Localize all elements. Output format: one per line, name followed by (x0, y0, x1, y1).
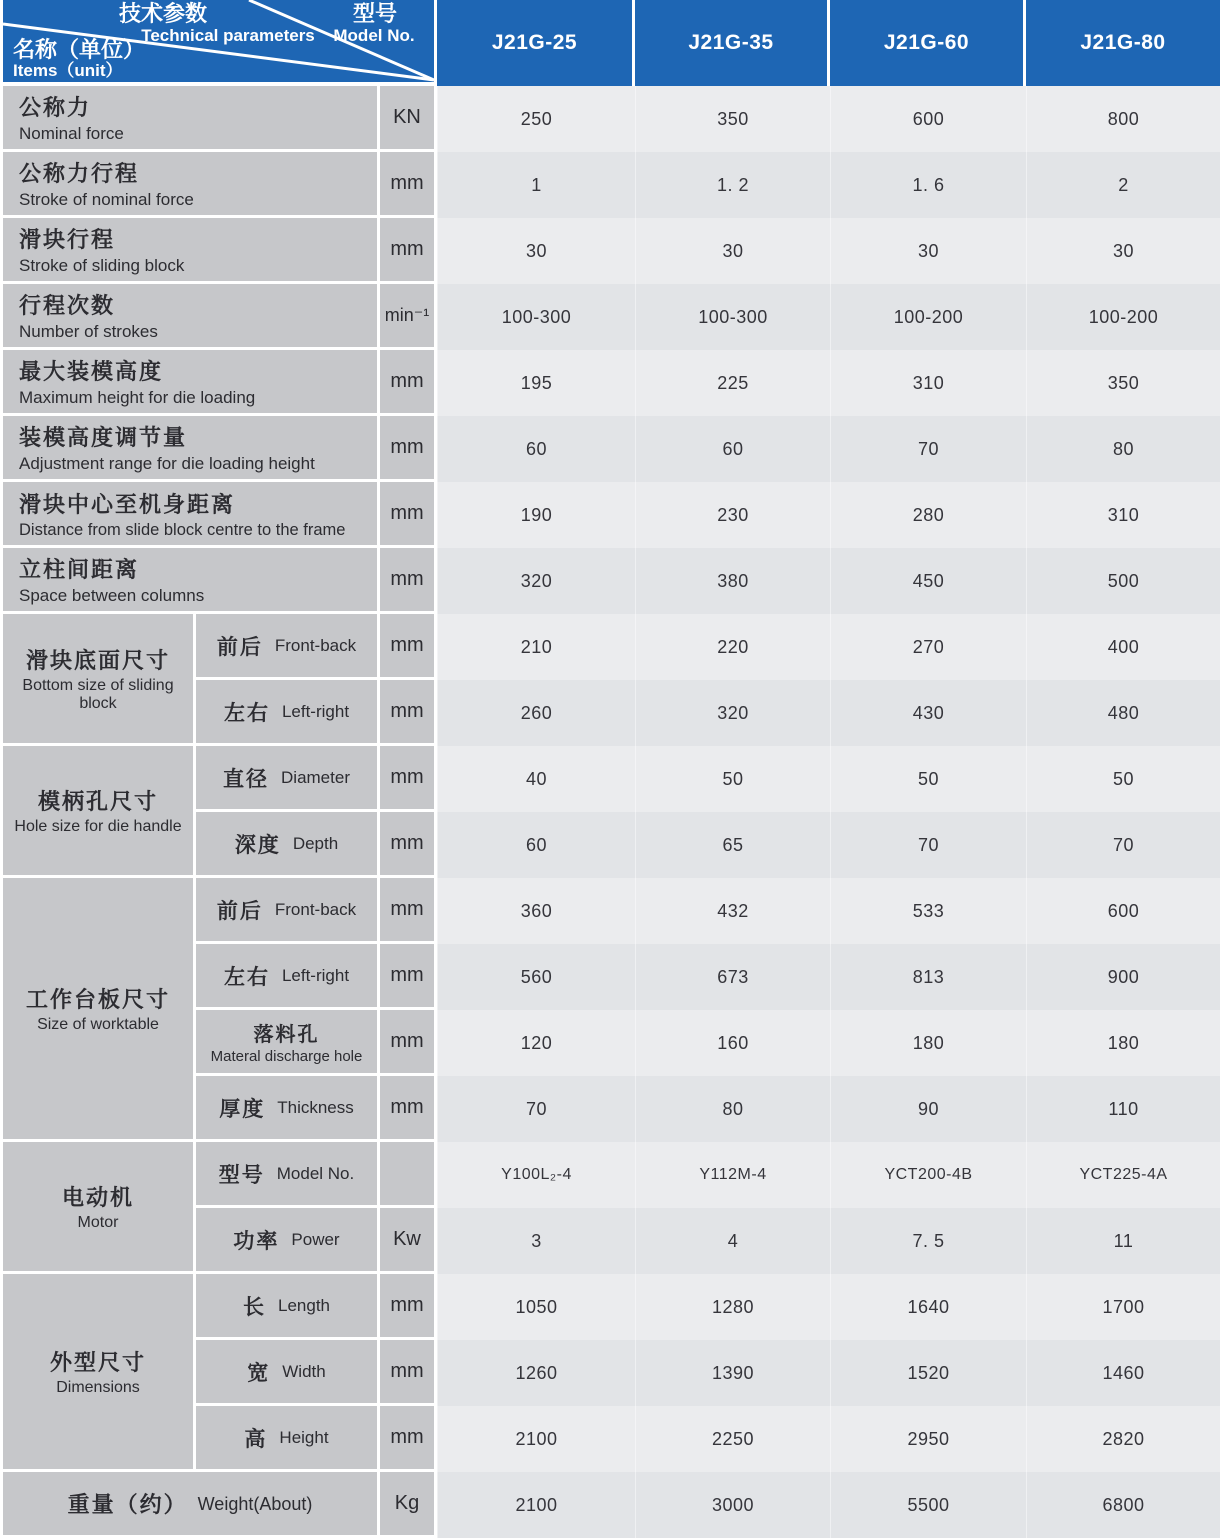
unit-cell: mm (380, 1406, 437, 1472)
value-cell: 160 (635, 1010, 830, 1076)
sub-row-label (196, 944, 380, 1010)
value-cell: 673 (635, 944, 830, 1010)
sub-row-label (196, 1076, 380, 1142)
unit-cell: mm (380, 1274, 437, 1340)
value-cell: 50 (1026, 746, 1220, 812)
row-label (3, 152, 380, 218)
column-header-model: J21G-80 (1026, 0, 1220, 86)
sub-row-label-en: Length (278, 1295, 330, 1315)
group-label-zh: 电动机 (61, 1184, 134, 1210)
row-label (3, 284, 380, 350)
sub-row-label (196, 614, 380, 680)
value-cell: YCT225-4A (1026, 1142, 1220, 1208)
sub-row-label (196, 746, 380, 812)
row-label-en: Nominal force (19, 124, 124, 143)
value-cell: 1260 (437, 1340, 635, 1406)
unit-cell: mm (380, 1340, 437, 1406)
value-cell: 30 (830, 218, 1026, 284)
value-cell: 1280 (635, 1274, 830, 1340)
group-label-zh: 工作台板尺寸 (25, 986, 170, 1012)
unit-cell: Kw (380, 1208, 437, 1274)
sub-row-label-zh: 长 (243, 1295, 266, 1319)
sub-row-label-en: Front-back (274, 635, 357, 655)
sub-row-label-zh: 前后 (216, 635, 263, 659)
row-label (3, 86, 380, 152)
unit-cell: mm (380, 548, 437, 614)
value-cell: 180 (1026, 1010, 1220, 1076)
value-cell: 70 (830, 812, 1026, 878)
value-cell: 70 (830, 416, 1026, 482)
unit-cell: mm (380, 878, 437, 944)
row-label-zh: 重量（约） (67, 1492, 188, 1517)
group-label (3, 878, 196, 1142)
group-label-zh: 外型尺寸 (49, 1349, 146, 1375)
unit-cell: mm (380, 350, 437, 416)
value-cell: 90 (830, 1076, 1026, 1142)
unit-cell: KN (380, 86, 437, 152)
value-cell: 11 (1026, 1208, 1220, 1274)
value-cell: 60 (635, 416, 830, 482)
sub-row-label-zh: 左右 (223, 701, 270, 725)
value-cell: 1390 (635, 1340, 830, 1406)
sub-row-label-en: Thickness (277, 1097, 354, 1117)
value-cell: Y112M-4 (635, 1142, 830, 1208)
value-cell: 6800 (1026, 1472, 1220, 1538)
row-label-zh: 行程次数 (19, 293, 116, 318)
value-cell: 800 (1026, 86, 1220, 152)
row-label-en: Stroke of nominal force (19, 190, 194, 209)
sub-row-label (196, 1274, 380, 1340)
sub-row-label-en: Depth (292, 833, 339, 853)
value-cell: 1460 (1026, 1340, 1220, 1406)
value-cell: 500 (1026, 548, 1220, 614)
value-cell: 432 (635, 878, 830, 944)
value-cell: 270 (830, 614, 1026, 680)
row-label-en: Number of strokes (19, 322, 158, 341)
unit-cell: mm (380, 680, 437, 746)
unit-cell (380, 1142, 437, 1208)
unit-cell: Kg (380, 1472, 437, 1538)
value-cell: 900 (1026, 944, 1220, 1010)
value-cell: 260 (437, 680, 635, 746)
group-label-en: Motor (77, 1213, 119, 1231)
sub-row-label (196, 680, 380, 746)
unit-cell: mm (380, 482, 437, 548)
row-label-en: Stroke of sliding block (19, 256, 185, 275)
value-cell: 100-300 (437, 284, 635, 350)
group-label-zh: 滑块底面尺寸 (25, 647, 170, 673)
sub-row-label (196, 878, 380, 944)
value-cell: 195 (437, 350, 635, 416)
value-cell: 2950 (830, 1406, 1026, 1472)
value-cell: 7. 5 (830, 1208, 1026, 1274)
value-cell: 350 (1026, 350, 1220, 416)
header-corner-cell (3, 0, 437, 86)
value-cell: 320 (635, 680, 830, 746)
sub-row-label-en: Height (279, 1427, 329, 1447)
header-items-unit-zh: 名称（单位） (13, 37, 146, 62)
row-label-zh: 装模高度调节量 (19, 425, 188, 450)
value-cell: 450 (830, 548, 1026, 614)
sub-row-label (196, 1208, 380, 1274)
value-cell: 1050 (437, 1274, 635, 1340)
value-cell: 3000 (635, 1472, 830, 1538)
unit-cell: mm (380, 812, 437, 878)
sub-row-label-zh: 深度 (234, 833, 281, 857)
value-cell: 380 (635, 548, 830, 614)
value-cell: 30 (635, 218, 830, 284)
value-cell: 220 (635, 614, 830, 680)
unit-cell: mm (380, 1010, 437, 1076)
value-cell: 100-200 (830, 284, 1026, 350)
sub-row-label-zh: 型号 (218, 1163, 265, 1187)
value-cell: 1 (437, 152, 635, 218)
row-label (3, 350, 380, 416)
unit-cell: mm (380, 416, 437, 482)
sub-row-label-en: Left-right (281, 701, 350, 721)
value-cell: 2 (1026, 152, 1220, 218)
value-cell: 1640 (830, 1274, 1026, 1340)
row-label (3, 416, 380, 482)
sub-row-label-en: Power (291, 1229, 340, 1249)
group-label (3, 1142, 196, 1274)
value-cell: 430 (830, 680, 1026, 746)
row-label-en: Weight(About) (197, 1494, 313, 1514)
value-cell: 50 (830, 746, 1026, 812)
value-cell: 5500 (830, 1472, 1026, 1538)
value-cell: 50 (635, 746, 830, 812)
value-cell: 400 (1026, 614, 1220, 680)
value-cell: 100-200 (1026, 284, 1220, 350)
group-label (3, 746, 196, 878)
column-header-model: J21G-60 (830, 0, 1026, 86)
row-label (3, 548, 380, 614)
value-cell: 65 (635, 812, 830, 878)
value-cell: 2100 (437, 1472, 635, 1538)
header-technical-parameters-en: Technical parameters (141, 26, 315, 45)
row-label-en: Space between columns (19, 586, 205, 605)
value-cell: 180 (830, 1010, 1026, 1076)
value-cell: 80 (1026, 416, 1220, 482)
sub-row-label-zh: 直径 (223, 767, 270, 791)
header-model-no-en: Model No. (333, 26, 415, 45)
value-cell: 210 (437, 614, 635, 680)
group-label-en: Hole size for die handle (14, 817, 182, 835)
row-label (3, 218, 380, 284)
sub-row-label (196, 1142, 380, 1208)
value-cell: 2100 (437, 1406, 635, 1472)
group-label (3, 614, 196, 746)
value-cell: 1520 (830, 1340, 1026, 1406)
value-cell: 80 (635, 1076, 830, 1142)
value-cell: 280 (830, 482, 1026, 548)
unit-cell: mm (380, 218, 437, 284)
unit-cell: mm (380, 152, 437, 218)
value-cell: 30 (1026, 218, 1220, 284)
value-cell: 190 (437, 482, 635, 548)
sub-row-label-en: Materal discharge hole (210, 1048, 363, 1065)
column-header-model: J21G-25 (437, 0, 635, 86)
value-cell: 600 (830, 86, 1026, 152)
value-cell: 813 (830, 944, 1026, 1010)
row-label-weight (3, 1472, 380, 1538)
value-cell: 1700 (1026, 1274, 1220, 1340)
sub-row-label-zh: 厚度 (219, 1097, 266, 1121)
value-cell: 120 (437, 1010, 635, 1076)
value-cell: 30 (437, 218, 635, 284)
value-cell: YCT200-4B (830, 1142, 1026, 1208)
group-label-en: Dimensions (56, 1378, 140, 1396)
sub-row-label (196, 1010, 380, 1076)
sub-row-label-zh: 前后 (216, 899, 263, 923)
row-label-zh: 滑块中心至机身距离 (19, 491, 236, 517)
unit-cell: mm (380, 1076, 437, 1142)
sub-row-label-zh: 宽 (247, 1361, 271, 1385)
sub-row-label-zh: 左右 (223, 965, 270, 989)
value-cell: 70 (1026, 812, 1220, 878)
value-cell: 3 (437, 1208, 635, 1274)
value-cell: 480 (1026, 680, 1220, 746)
value-cell: 533 (830, 878, 1026, 944)
row-label (3, 482, 380, 548)
value-cell: 2820 (1026, 1406, 1220, 1472)
row-label-zh: 滑块行程 (19, 227, 116, 252)
value-cell: 310 (830, 350, 1026, 416)
group-label (3, 1274, 196, 1472)
value-cell: 1. 6 (830, 152, 1026, 218)
value-cell: 70 (437, 1076, 635, 1142)
value-cell: 250 (437, 86, 635, 152)
value-cell: 4 (635, 1208, 830, 1274)
sub-row-label-en: Front-back (274, 899, 357, 919)
row-label-en: Adjustment range for die loading height (19, 454, 315, 473)
value-cell: 320 (437, 548, 635, 614)
row-label-zh: 公称力行程 (19, 161, 140, 186)
sub-row-label-en: Diameter (281, 767, 350, 787)
unit-cell: mm (380, 614, 437, 680)
header-items-unit-en: Items（unit） (13, 61, 123, 80)
group-label-en: Bottom size of sliding block (22, 676, 174, 712)
sub-row-label-zh: 高 (244, 1427, 268, 1451)
sub-row-label-en: Width (282, 1361, 326, 1381)
value-cell: 40 (437, 746, 635, 812)
row-label-en: Distance from slide block centre to the frame (19, 520, 346, 539)
value-cell: 310 (1026, 482, 1220, 548)
value-cell: 60 (437, 416, 635, 482)
sub-row-label (196, 1406, 380, 1472)
row-label-zh: 最大装模高度 (19, 359, 164, 384)
value-cell: 360 (437, 878, 635, 944)
value-cell: 600 (1026, 878, 1220, 944)
sub-row-label (196, 812, 380, 878)
value-cell: 110 (1026, 1076, 1220, 1142)
value-cell: 1. 2 (635, 152, 830, 218)
row-label-en: Maximum height for die loading (19, 388, 256, 407)
header-technical-parameters-zh: 技术参数 (118, 1, 207, 26)
sub-row-label-zh: 功率 (233, 1229, 280, 1253)
header-model-no-zh: 型号 (352, 1, 397, 26)
row-label-zh: 立柱间距离 (19, 557, 140, 582)
row-label-zh: 公称力 (19, 95, 92, 120)
unit-cell: mm (380, 944, 437, 1010)
value-cell: 2250 (635, 1406, 830, 1472)
sub-row-label-en: Left-right (281, 965, 350, 985)
value-cell: 100-300 (635, 284, 830, 350)
sub-row-label-zh: 落料孔 (253, 1024, 320, 1046)
sub-row-label-en: Model No. (276, 1163, 355, 1183)
sub-row-label (196, 1340, 380, 1406)
value-cell: Y100L₂-4 (437, 1142, 635, 1208)
group-label-en: Size of worktable (37, 1015, 159, 1033)
value-cell: 225 (635, 350, 830, 416)
value-cell: 60 (437, 812, 635, 878)
value-cell: 230 (635, 482, 830, 548)
unit-cell: mm (380, 746, 437, 812)
value-cell: 560 (437, 944, 635, 1010)
value-cell: 350 (635, 86, 830, 152)
column-header-model: J21G-35 (635, 0, 830, 86)
group-label-zh: 模柄孔尺寸 (37, 788, 158, 814)
unit-cell: min⁻¹ (380, 284, 437, 350)
